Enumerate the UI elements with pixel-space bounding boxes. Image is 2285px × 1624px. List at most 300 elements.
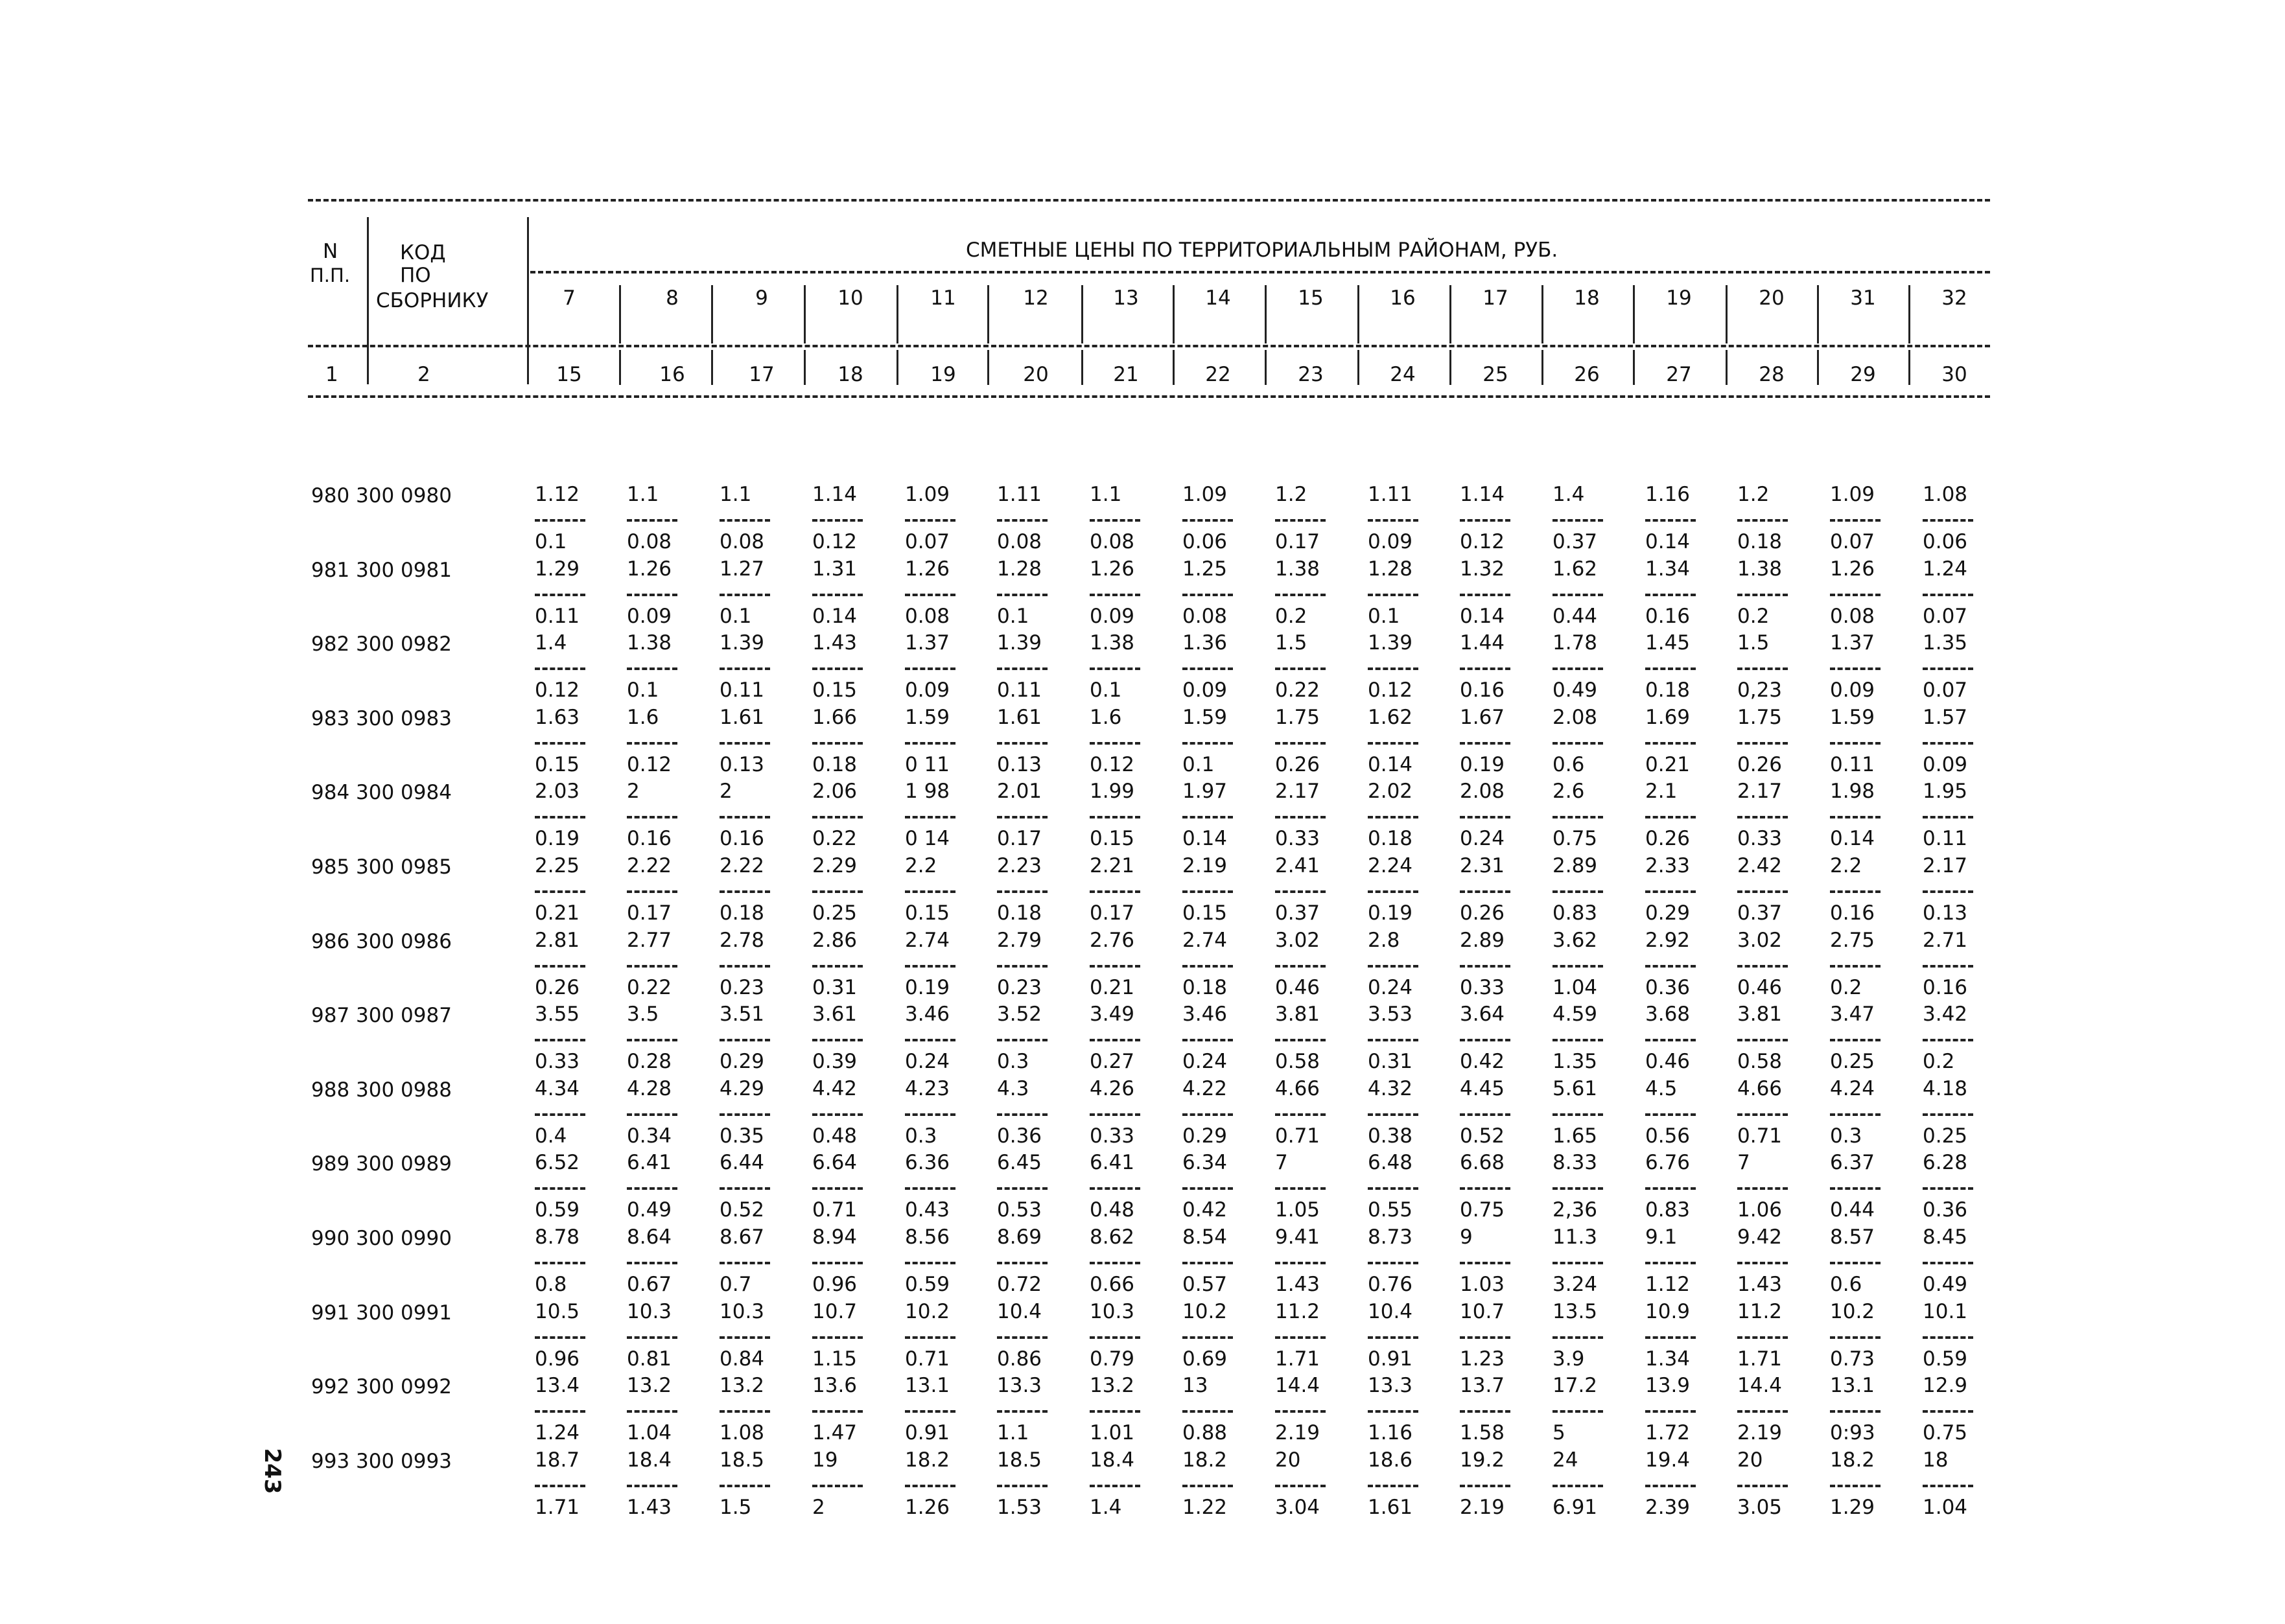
fraction-rule [1645,1187,1696,1190]
region-divider-bottom [1449,350,1451,385]
price-value: 3.02 [1275,928,1320,952]
fraction-rule [720,1262,770,1264]
price-subvalue: 0.1 [1182,752,1215,776]
price-subvalue: 0.71 [812,1198,858,1222]
price-subvalue: 0.09 [1830,679,1875,702]
price-subvalue: 0.14 [1368,752,1413,776]
price-subvalue: 0.76 [1368,1273,1413,1296]
price-subvalue: 1.26 [905,1495,950,1519]
price-subvalue: 0.24 [905,1050,950,1074]
fraction-rule [1553,1113,1603,1116]
price-subvalue: 0.25 [812,901,858,925]
price-subvalue: 1.29 [1830,1495,1875,1519]
fraction-rule [535,1187,585,1190]
fraction-rule [1368,1262,1418,1264]
price-value: 1.78 [1553,631,1598,655]
fraction-rule [1182,1187,1233,1190]
column-index: 28 [1759,363,1785,386]
fraction-rule [1275,1262,1326,1264]
price-value: 2.03 [535,780,580,804]
fraction-rule [720,667,770,670]
price-subvalue: 0.2 [1275,604,1307,628]
region-divider-bottom [1908,350,1910,385]
price-value: 10.7 [1460,1299,1505,1323]
region-header: 8 [666,286,679,310]
price-subvalue: 0.83 [1553,901,1598,925]
fraction-rule [1368,816,1418,818]
price-value: 3.02 [1737,928,1783,952]
fraction-rule [1368,519,1418,522]
price-subvalue: 0.13 [997,752,1042,776]
price-subvalue: 0.08 [720,530,765,553]
price-value: 4.24 [1830,1076,1875,1100]
price-subvalue: 0.91 [1368,1347,1413,1371]
region-header: 10 [838,286,863,310]
price-value: 2.08 [1553,705,1598,729]
price-subvalue: 1.71 [1275,1347,1320,1371]
region-header: 31 [1850,286,1876,310]
fraction-rule [1275,742,1326,745]
fraction-rule [1182,519,1233,522]
price-value: 2.22 [627,854,672,877]
price-value: 1.11 [1368,483,1413,506]
price-subvalue: 2,36 [1553,1198,1598,1222]
row-code: 990 300 0990 [311,1227,452,1250]
price-subvalue: 0.33 [535,1050,580,1074]
price-subvalue: 0.12 [812,530,858,553]
price-value: 1.5 [1275,631,1307,655]
price-value: 1.28 [1368,557,1413,581]
fraction-rule [1182,742,1233,745]
region-divider-top [1265,285,1267,343]
price-subvalue: 0.83 [1645,1198,1691,1222]
price-subvalue: 2.19 [1737,1421,1783,1445]
price-value: 8.69 [997,1225,1042,1249]
price-value: 10.2 [1830,1299,1875,1323]
price-value: 1.12 [535,483,580,506]
price-value: 6.64 [812,1151,858,1175]
price-value: 1.09 [1830,483,1875,506]
region-header: 15 [1298,286,1324,310]
fraction-rule [1645,1410,1696,1413]
price-value: 1 98 [905,780,950,804]
price-value: 1.75 [1737,705,1783,729]
price-value: 1.31 [812,557,858,581]
region-divider-top [896,285,898,343]
price-value: 1.32 [1460,557,1505,581]
price-value: 1.08 [1923,483,1968,506]
fraction-rule [1090,1485,1140,1487]
price-subvalue: 0.22 [627,975,672,999]
price-value: 2.75 [1830,928,1875,952]
price-subvalue: 0.16 [1830,901,1875,925]
price-subvalue: 1.08 [720,1421,765,1445]
fraction-rule [1923,1039,1973,1041]
price-subvalue: 0.81 [627,1347,672,1371]
price-subvalue: 1.03 [1460,1273,1505,1296]
fraction-rule [1830,1113,1881,1116]
fraction-rule [1923,519,1973,522]
price-value: 1.39 [1368,631,1413,655]
fraction-rule [1830,1336,1881,1339]
region-divider-bottom [1081,350,1083,385]
region-divider-bottom [1726,350,1728,385]
price-subvalue: 0.15 [812,679,858,702]
price-subvalue: 1.65 [1553,1124,1598,1148]
price-subvalue: 0.96 [535,1347,580,1371]
price-value: 11.2 [1737,1299,1783,1323]
region-divider-top [1908,285,1910,343]
region-divider-top [987,285,989,343]
price-subvalue: 0.48 [1090,1198,1135,1222]
fraction-rule [1645,742,1696,745]
price-value: 13.2 [1090,1374,1135,1398]
price-subvalue: 0.19 [1368,901,1413,925]
price-subvalue: 0.58 [1275,1050,1320,1074]
region-divider-bottom [711,350,713,385]
price-value: 17.2 [1553,1374,1598,1398]
price-value: 1.36 [1182,631,1228,655]
price-value: 6.76 [1645,1151,1691,1175]
fraction-rule [905,742,955,745]
region-divider-top [1633,285,1635,343]
price-subvalue: 0.36 [997,1124,1042,1148]
price-subvalue: 0.12 [1460,530,1505,553]
price-subvalue: 0.49 [1553,679,1598,702]
price-subvalue: 0.38 [1368,1124,1413,1148]
price-value: 1.27 [720,557,765,581]
fraction-rule [997,1187,1048,1190]
price-subvalue: 0.84 [720,1347,765,1371]
region-divider-top [1817,285,1819,343]
fraction-rule [997,667,1048,670]
price-value: 2.06 [812,780,858,804]
price-subvalue: 1.04 [1923,1495,1968,1519]
price-subvalue: 2.19 [1460,1495,1505,1519]
price-value: 2.71 [1923,928,1968,952]
price-value: 2.77 [627,928,672,952]
region-divider-top [1173,285,1175,343]
price-subvalue: 2.19 [1275,1421,1320,1445]
price-subvalue: 0.23 [720,975,765,999]
price-subvalue: 0.06 [1182,530,1228,553]
region-divider-bottom [619,350,621,385]
price-value: 1.28 [997,557,1042,581]
price-subvalue: 0.73 [1830,1347,1875,1371]
price-value: 8.73 [1368,1225,1413,1249]
price-value: 1.75 [1275,705,1320,729]
price-value: 1.4 [535,631,567,655]
price-value: 9 [1460,1225,1473,1249]
price-subvalue: 1.61 [1368,1495,1413,1519]
fraction-rule [997,1113,1048,1116]
price-subvalue: 0.3 [1830,1124,1862,1148]
price-subvalue: 0,23 [1737,679,1783,702]
price-subvalue: 0.16 [1923,975,1968,999]
fraction-rule [1090,1113,1140,1116]
row-code: 982 300 0982 [311,632,452,656]
price-subvalue: 0.33 [1275,827,1320,851]
fraction-rule [1090,1039,1140,1041]
price-value: 4.23 [905,1076,950,1100]
fraction-rule [905,816,955,818]
price-subvalue: 0.69 [1182,1347,1228,1371]
price-subvalue: 0.52 [720,1198,765,1222]
fraction-rule [720,594,770,596]
price-value: 6.41 [627,1151,672,1175]
price-value: 1.63 [535,705,580,729]
price-subvalue: 0.09 [627,604,672,628]
fraction-rule [1645,965,1696,968]
price-subvalue: 0.24 [1368,975,1413,999]
price-value: 2.29 [812,854,858,877]
price-subvalue: 0.18 [812,752,858,776]
price-value: 3.53 [1368,1003,1413,1027]
price-subvalue: 1.16 [1368,1421,1413,1445]
price-value: 10.2 [1182,1299,1228,1323]
region-header: 19 [1666,286,1692,310]
fraction-rule [1275,1485,1326,1487]
fraction-rule [1645,1485,1696,1487]
fraction-rule [535,667,585,670]
price-subvalue: 0.12 [535,679,580,702]
col-n-label-2: П.П. [310,264,351,286]
column-index: 24 [1390,363,1416,386]
fraction-rule [997,890,1048,893]
price-subvalue: 1.06 [1737,1198,1783,1222]
fraction-rule [1553,742,1603,745]
price-subvalue: 0.21 [1645,752,1691,776]
price-subvalue: 1.5 [720,1495,752,1519]
fraction-rule [1737,742,1788,745]
price-value: 19.4 [1645,1448,1691,1472]
price-subvalue: 0.7 [720,1273,752,1296]
price-value: 6.52 [535,1151,580,1175]
price-value: 3.52 [997,1003,1042,1027]
price-value: 2.02 [1368,780,1413,804]
fraction-rule [905,1410,955,1413]
column-index: 30 [1941,363,1967,386]
fraction-rule [1090,667,1140,670]
fraction-rule [1553,594,1603,596]
price-subvalue: 0.16 [1460,679,1505,702]
fraction-rule [812,965,863,968]
price-value: 2.22 [720,854,765,877]
price-subvalue: 0.79 [1090,1347,1135,1371]
price-value: 4.18 [1923,1076,1968,1100]
fraction-rule [1645,594,1696,596]
price-subvalue: 0.29 [720,1050,765,1074]
price-value: 1.44 [1460,631,1505,655]
price-value: 1.69 [1645,705,1691,729]
col-n-label: N [323,240,338,263]
price-value: 1.11 [997,483,1042,506]
price-value: 6.45 [997,1151,1042,1175]
price-value: 12.9 [1923,1374,1968,1398]
fraction-rule [812,1262,863,1264]
price-subvalue: 0.33 [1737,827,1783,851]
region-divider-top [1449,285,1451,343]
price-value: 20 [1737,1448,1763,1472]
price-subvalue: 0.8 [535,1273,567,1296]
price-value: 6.28 [1923,1151,1968,1175]
price-subvalue: 0.12 [627,752,672,776]
price-subvalue: 0.18 [1737,530,1783,553]
fraction-rule [1460,965,1510,968]
price-subvalue: 0.15 [535,752,580,776]
fraction-rule [905,890,955,893]
price-subvalue: 1.23 [1460,1347,1505,1371]
price-value: 1.6 [627,705,659,729]
fraction-rule [720,1485,770,1487]
fraction-rule [1923,594,1973,596]
fraction-rule [535,1336,585,1339]
price-subvalue: 0.09 [1182,679,1228,702]
fraction-rule [812,1039,863,1041]
fraction-rule [812,1187,863,1190]
fraction-rule [997,1410,1048,1413]
price-value: 1.59 [1182,705,1228,729]
price-subvalue: 3.05 [1737,1495,1783,1519]
fraction-rule [1368,1187,1418,1190]
price-value: 2 [720,780,732,804]
fraction-rule [905,667,955,670]
price-subvalue: 0.22 [812,827,858,851]
price-value: 8.45 [1923,1225,1968,1249]
price-value: 8.57 [1830,1225,1875,1249]
fraction-rule [627,1187,677,1190]
price-subvalue: 0.1 [1090,679,1122,702]
fraction-rule [1368,1336,1418,1339]
fraction-rule [1368,1039,1418,1041]
fraction-rule [812,667,863,670]
price-value: 1.57 [1923,705,1968,729]
col-index-1: 1 [325,363,338,386]
fraction-rule [812,742,863,745]
price-subvalue: 1.22 [1182,1495,1228,1519]
region-divider-top [804,285,806,343]
price-subvalue: 0.11 [720,679,765,702]
price-subvalue: 3.04 [1275,1495,1320,1519]
price-subvalue: 0.25 [1830,1050,1875,1074]
price-value: 1.1 [720,483,752,506]
fraction-rule [1737,594,1788,596]
price-value: 3.49 [1090,1003,1135,1027]
column-index: 27 [1666,363,1692,386]
price-subvalue: 1.43 [1737,1273,1783,1296]
price-subvalue: 0.57 [1182,1273,1228,1296]
region-divider-bottom [987,350,989,385]
fraction-rule [1368,594,1418,596]
column-index: 21 [1113,363,1139,386]
fraction-rule [1737,1187,1788,1190]
price-value: 3.5 [627,1003,659,1027]
price-subvalue: 0.1 [997,604,1029,628]
fraction-rule [1090,1262,1140,1264]
price-value: 1.14 [812,483,858,506]
price-value: 18.4 [627,1448,672,1472]
price-value: 13.6 [812,1374,858,1398]
price-value: 18.2 [1182,1448,1228,1472]
price-value: 3.47 [1830,1003,1875,1027]
price-subvalue: 3.9 [1553,1347,1585,1371]
price-subvalue: 0.59 [535,1198,580,1222]
row-code: 983 300 0983 [311,706,452,730]
price-subvalue: 1.4 [1090,1495,1122,1519]
region-header: 16 [1390,286,1416,310]
price-subvalue: 0.07 [1923,679,1968,702]
price-value: 2.79 [997,928,1042,952]
price-subvalue: 0.71 [905,1347,950,1371]
price-value: 1.09 [1182,483,1228,506]
fraction-rule [720,519,770,522]
price-subvalue: 0.67 [627,1273,672,1296]
price-value: 1.62 [1553,557,1598,581]
price-subvalue: 1.71 [1737,1347,1783,1371]
price-subvalue: 0.12 [1090,752,1135,776]
price-value: 10.5 [535,1299,580,1323]
fraction-rule [1830,1187,1881,1190]
price-subvalue: 0.42 [1460,1050,1505,1074]
fraction-rule [1460,816,1510,818]
fraction-rule [1553,519,1603,522]
price-value: 13.3 [1368,1374,1413,1398]
price-value: 2.23 [997,854,1042,877]
price-value: 4.5 [1645,1076,1678,1100]
price-subvalue: 0.08 [1182,604,1228,628]
price-subvalue: 0.26 [1275,752,1320,776]
price-value: 7 [1737,1151,1750,1175]
price-value: 1.99 [1090,780,1135,804]
fraction-rule [997,1262,1048,1264]
col-code-label-3: СБОРНИКУ [376,289,489,312]
price-subvalue: 0.08 [997,530,1042,553]
header-bottom-rule [308,395,1990,398]
price-subvalue: 0.09 [905,679,950,702]
price-value: 19.2 [1460,1448,1505,1472]
fraction-rule [1182,1410,1233,1413]
region-divider-bottom [1173,350,1175,385]
price-value: 2.2 [905,854,937,877]
price-value: 1.61 [720,705,765,729]
price-subvalue: 0.14 [812,604,858,628]
price-value: 3.68 [1645,1003,1691,1027]
price-value: 13.7 [1460,1374,1505,1398]
fraction-rule [1460,890,1510,893]
price-value: 18.2 [1830,1448,1875,1472]
price-value: 3.42 [1923,1003,1968,1027]
price-value: 5.61 [1553,1076,1598,1100]
price-subvalue: 0.28 [627,1050,672,1074]
fraction-rule [1182,1262,1233,1264]
price-subvalue: 0.26 [1645,827,1691,851]
price-value: 1.16 [1645,483,1691,506]
header-mid-rule [308,345,1990,347]
fraction-rule [812,816,863,818]
price-subvalue: 0.36 [1923,1198,1968,1222]
price-subvalue: 0.22 [1275,679,1320,702]
price-value: 2.89 [1460,928,1505,952]
price-subvalue: 0.96 [812,1273,858,1296]
fraction-rule [1645,1039,1696,1041]
price-value: 6.41 [1090,1151,1135,1175]
fraction-rule [1737,1485,1788,1487]
fraction-rule [1737,1113,1788,1116]
price-value: 10.3 [1090,1299,1135,1323]
price-subvalue: 0.19 [905,975,950,999]
price-value: 2.2 [1830,854,1862,877]
fraction-rule [1645,1113,1696,1116]
